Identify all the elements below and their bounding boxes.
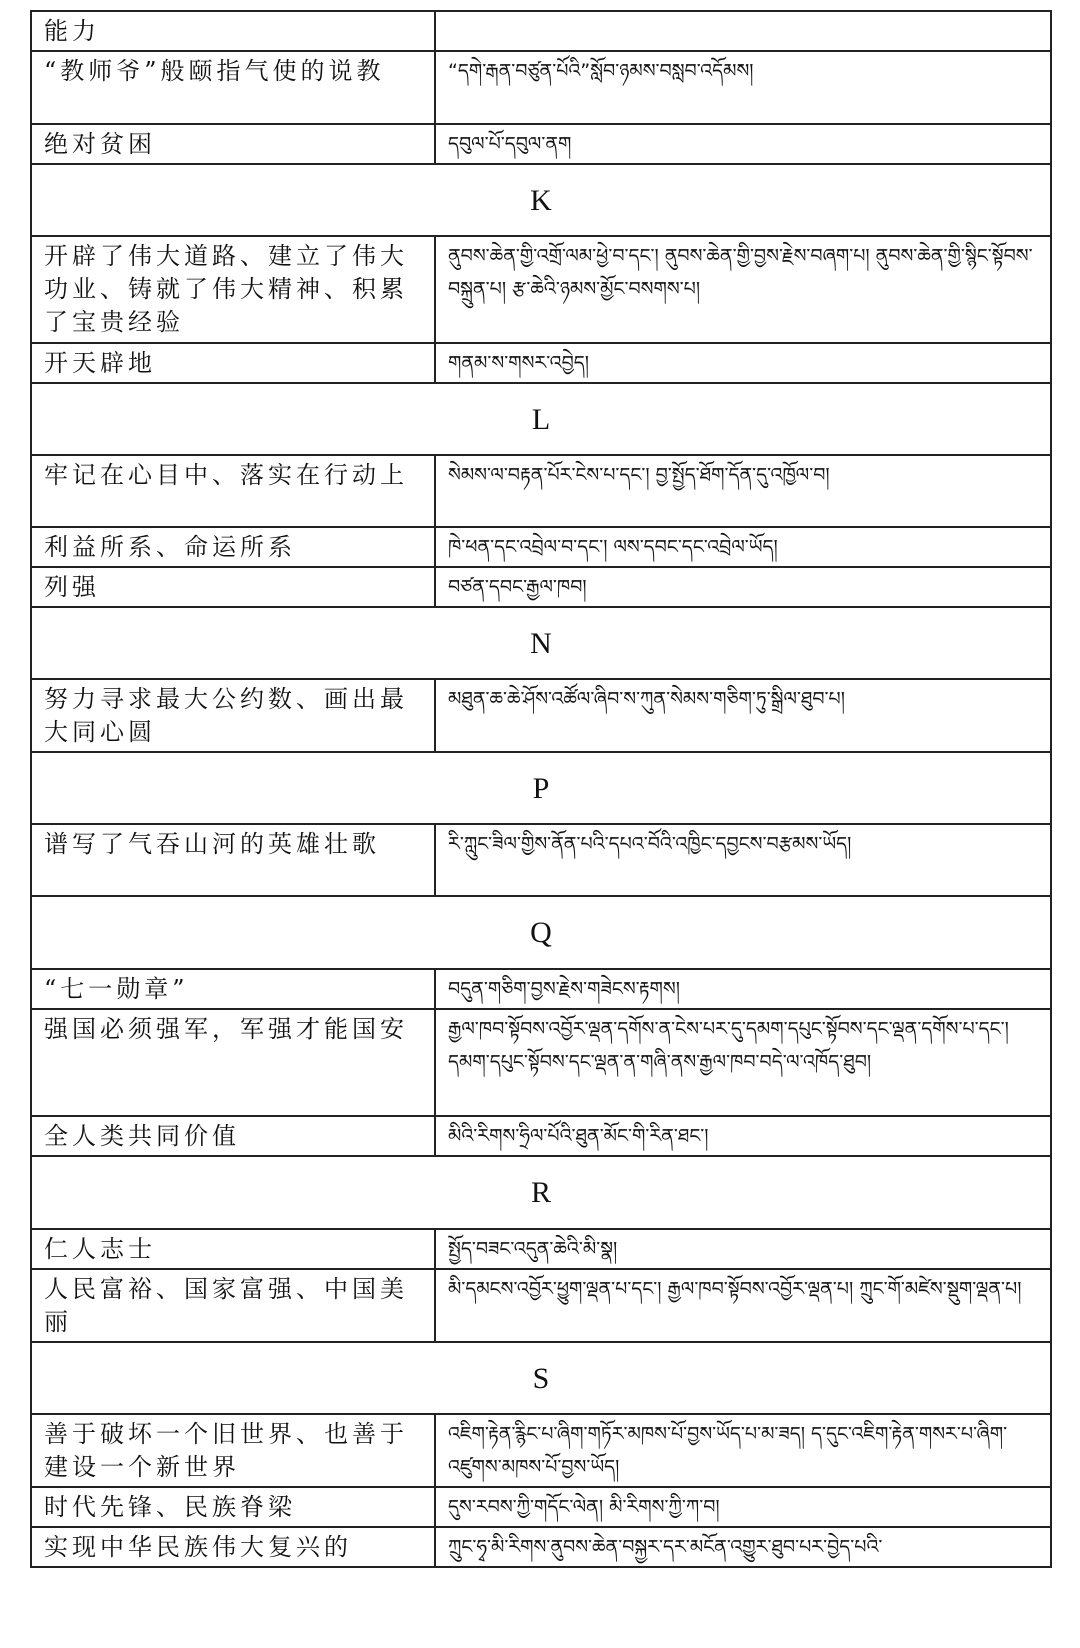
chinese-term: 开天辟地 bbox=[31, 343, 435, 383]
table-row bbox=[31, 1116, 1051, 1156]
table-row bbox=[31, 343, 1051, 383]
chinese-term: 利益所系、命运所系 bbox=[31, 527, 435, 567]
chinese-term: 全人类共同价值 bbox=[31, 1116, 435, 1156]
section-letter: K bbox=[31, 164, 1051, 236]
tibetan-translation: བཙན་དབང་རྒྱལ་ཁབ། bbox=[435, 567, 1051, 607]
section-letter-row bbox=[31, 896, 1051, 969]
tibetan-translation bbox=[435, 11, 1051, 51]
table-row bbox=[31, 124, 1051, 164]
table-row bbox=[31, 824, 1051, 896]
chinese-term: 开辟了伟大道路、建立了伟大功业、铸就了伟大精神、积累了宝贵经验 bbox=[31, 236, 435, 343]
table-row bbox=[31, 236, 1051, 343]
tibetan-translation: ཁེ་ཕན་དང་འབྲེལ་བ་དང་། ལས་དབང་དང་འབྲེལ་ཡོད། bbox=[435, 527, 1051, 567]
table-row bbox=[31, 1009, 1051, 1116]
table-row bbox=[31, 1229, 1051, 1269]
chinese-term: 牢记在心目中、落实在行动上 bbox=[31, 455, 435, 527]
chinese-term: “教师爷”般颐指气使的说教 bbox=[31, 51, 435, 124]
chinese-term: 善于破坏一个旧世界、也善于建设一个新世界 bbox=[31, 1414, 435, 1487]
tibetan-translation: སྤྱོད་བཟང་འདུན་ཆེའི་མི་སྣ། bbox=[435, 1229, 1051, 1269]
section-letter: S bbox=[31, 1342, 1051, 1414]
tibetan-translation: བདུན་གཅིག་བྱས་རྗེས་གཟེངས་རྟགས། bbox=[435, 969, 1051, 1009]
table-row bbox=[31, 11, 1051, 51]
tibetan-translation: འཇིག་རྟེན་རྙིང་པ་ཞིག་གཏོར་མཁས་པོ་བྱས་ཡོད་པ་མ་ཟད། ད་དུང་འཇིག་རྟེན་གསར་པ་ཞིག་འཛུགས་མཁས་པོ་བྱས་ཡོད། bbox=[435, 1414, 1051, 1487]
tibetan-translation: ནུབས་ཆེན་གྱི་འགྲོ་ལམ་ཕྱེ་བ་དང་། ནུབས་ཆེན་གྱི་བྱས་རྗེས་བཞག་པ། ནུབས་ཆེན་གྱི་སྙིང་སྟོབས་བསྐྲུན་པ། རྩ་ཆེའི་ཉམས་མྱོང་བསགས་པ། bbox=[435, 236, 1051, 343]
chinese-term: 时代先锋、民族脊梁 bbox=[31, 1487, 435, 1527]
section-letter-row bbox=[31, 1342, 1051, 1414]
tibetan-translation: གནམ་ས་གསར་འབྱེད། bbox=[435, 343, 1051, 383]
tibetan-translation: ཀྲུང་ཧྭ་མི་རིགས་ནུབས་ཆེན་བསྐྱར་དར་མངོན་འགྱུར་ཐུབ་པར་བྱེད་པའི་ bbox=[435, 1527, 1051, 1567]
chinese-term: 人民富裕、国家富强、中国美丽 bbox=[31, 1269, 435, 1342]
table-row bbox=[31, 1527, 1051, 1567]
tibetan-translation: མི་དམངས་འབྱོར་ཕྱུག་ལྡན་པ་དང་། རྒྱལ་ཁབ་སྟོབས་འབྱོར་ལྡན་པ། ཀྲུང་གོ་མཛེས་སྡུག་ལྡན་པ། bbox=[435, 1269, 1051, 1342]
chinese-term: 谱写了气吞山河的英雄壮歌 bbox=[31, 824, 435, 896]
glossary-page bbox=[30, 10, 1052, 1640]
table-row bbox=[31, 527, 1051, 567]
table-row bbox=[31, 1269, 1051, 1342]
table-row bbox=[31, 567, 1051, 607]
section-letter-row bbox=[31, 164, 1051, 236]
chinese-term: “七一勋章” bbox=[31, 969, 435, 1009]
table-row bbox=[31, 969, 1051, 1009]
table-row bbox=[31, 455, 1051, 527]
tibetan-translation: མཐུན་ཆ་ཆེ་ཤོས་འཚོལ་ཞིབ་ས་ཀུན་སེམས་གཅིག་ཏུ་སྒྲིལ་ཐུབ་པ། bbox=[435, 679, 1051, 752]
table-row bbox=[31, 679, 1051, 752]
chinese-term: 强国必须强军，军强才能国安 bbox=[31, 1009, 435, 1116]
table-row bbox=[31, 1414, 1051, 1487]
tibetan-translation: རྒྱལ་ཁབ་སྟོབས་འབྱོར་ལྡན་དགོས་ན་ངེས་པར་དུ་དམག་དཔུང་སྟོབས་དང་ལྡན་དགོས་པ་དང་། དམག་དཔུང་སྟོབས་དང་ལྡན་ན་གཞི་ནས་རྒྱལ་ཁབ་བདེ་ལ་འཁོད་ཐུབ། bbox=[435, 1009, 1051, 1116]
tibetan-translation: དུས་རབས་ཀྱི་གདོང་ལེན། མི་རིགས་ཀྱི་ཀ་བ། bbox=[435, 1487, 1051, 1527]
chinese-term: 能力 bbox=[31, 11, 435, 51]
chinese-term: 实现中华民族伟大复兴的 bbox=[31, 1527, 435, 1567]
chinese-term: 列强 bbox=[31, 567, 435, 607]
section-letter: L bbox=[31, 383, 1051, 455]
section-letter-row bbox=[31, 752, 1051, 824]
section-letter: P bbox=[31, 752, 1051, 824]
table-row bbox=[31, 1487, 1051, 1527]
tibetan-translation: སེམས་ལ་བརྟན་པོར་ངེས་པ་དང་། བྱ་སྤྱོད་ཐོག་དོན་དུ་འཁྱོལ་བ། bbox=[435, 455, 1051, 527]
chinese-term: 努力寻求最大公约数、画出最大同心圆 bbox=[31, 679, 435, 752]
glossary-table bbox=[30, 10, 1052, 1568]
tibetan-translation: “དགེ་རྒན་བཙུན་པོའི”སློབ་ཉམས་བསླབ་འདོམས། bbox=[435, 51, 1051, 124]
tibetan-translation: དབུལ་པོ་དབུལ་ནག bbox=[435, 124, 1051, 164]
chinese-term: 仁人志士 bbox=[31, 1229, 435, 1269]
tibetan-translation: མིའི་རིགས་ཧྲིལ་པོའི་ཐུན་མོང་གི་རིན་ཐང་། bbox=[435, 1116, 1051, 1156]
table-row bbox=[31, 51, 1051, 124]
section-letter-row bbox=[31, 1156, 1051, 1229]
glossary-table-body bbox=[31, 11, 1051, 1567]
tibetan-translation: རི་ཀླུང་ཟིལ་གྱིས་ནོན་པའི་དཔའ་བོའི་འཁྱིང་དབྱངས་བརྩམས་ཡོད། bbox=[435, 824, 1051, 896]
section-letter: Q bbox=[31, 896, 1051, 969]
section-letter-row bbox=[31, 607, 1051, 679]
section-letter: N bbox=[31, 607, 1051, 679]
section-letter-row bbox=[31, 383, 1051, 455]
section-letter: R bbox=[31, 1156, 1051, 1229]
chinese-term: 绝对贫困 bbox=[31, 124, 435, 164]
